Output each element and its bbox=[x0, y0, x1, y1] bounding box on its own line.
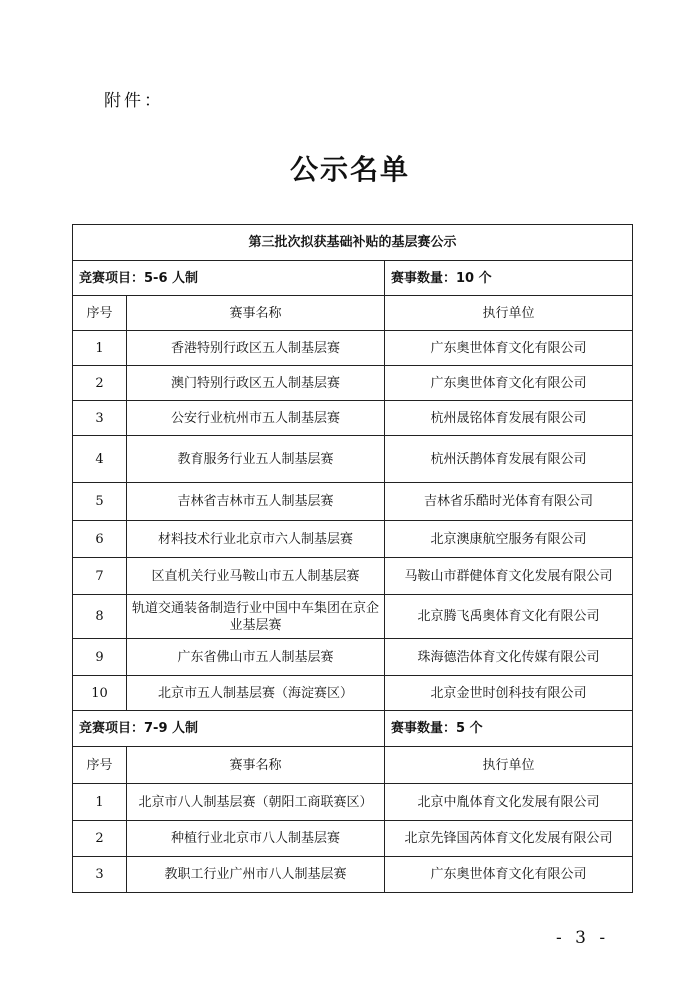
column-header-row bbox=[73, 747, 633, 784]
row-event-name: 公安行业杭州市五人制基层赛 bbox=[127, 401, 385, 436]
table-row bbox=[73, 436, 633, 483]
row-no: 9 bbox=[73, 639, 127, 676]
row-event-name: 澳门特别行政区五人制基层赛 bbox=[127, 366, 385, 401]
table-row bbox=[73, 521, 633, 558]
row-no: 1 bbox=[73, 784, 127, 821]
row-no: 5 bbox=[73, 483, 127, 521]
row-executor: 北京中胤体育文化发展有限公司 bbox=[385, 784, 633, 821]
row-event-name: 香港特别行政区五人制基层赛 bbox=[127, 331, 385, 366]
row-no: 2 bbox=[73, 821, 127, 857]
row-no: 4 bbox=[73, 436, 127, 483]
row-executor: 杭州沃鹊体育发展有限公司 bbox=[385, 436, 633, 483]
table-row bbox=[73, 639, 633, 676]
row-event-name: 教育服务行业五人制基层赛 bbox=[127, 436, 385, 483]
row-event-name: 材料技术行业北京市六人制基层赛 bbox=[127, 521, 385, 558]
header-unit: 执行单位 bbox=[385, 296, 633, 331]
attachment-label: 附件： bbox=[104, 91, 164, 111]
row-executor: 北京金世时创科技有限公司 bbox=[385, 676, 633, 711]
table-body bbox=[73, 225, 633, 893]
row-no: 10 bbox=[73, 676, 127, 711]
row-event-name: 种植行业北京市八人制基层赛 bbox=[127, 821, 385, 857]
section-count: 赛事数量：5 个 bbox=[385, 711, 633, 747]
header-unit: 执行单位 bbox=[385, 747, 633, 784]
row-no: 2 bbox=[73, 366, 127, 401]
table-caption-row bbox=[73, 225, 633, 261]
section-count: 赛事数量：10 个 bbox=[385, 261, 633, 296]
table-row bbox=[73, 595, 633, 639]
table-row bbox=[73, 676, 633, 711]
table-row bbox=[73, 401, 633, 436]
row-event-name: 教职工行业广州市八人制基层赛 bbox=[127, 857, 385, 893]
row-executor: 马鞍山市群健体育文化发展有限公司 bbox=[385, 558, 633, 595]
header-name: 赛事名称 bbox=[127, 747, 385, 784]
row-no: 1 bbox=[73, 331, 127, 366]
section-header-row bbox=[73, 711, 633, 747]
document-title: 公示名单 bbox=[289, 153, 410, 186]
row-executor: 北京腾飞禹奥体育文化有限公司 bbox=[385, 595, 633, 639]
section-header-row bbox=[73, 261, 633, 296]
row-executor: 广东奥世体育文化有限公司 bbox=[385, 366, 633, 401]
row-executor: 广东奥世体育文化有限公司 bbox=[385, 331, 633, 366]
table-row bbox=[73, 558, 633, 595]
header-no: 序号 bbox=[73, 296, 127, 331]
page-number: - 3 - bbox=[556, 928, 610, 948]
row-no: 3 bbox=[73, 401, 127, 436]
row-executor: 广东奥世体育文化有限公司 bbox=[385, 857, 633, 893]
publicity-table bbox=[72, 224, 633, 893]
row-event-name: 北京市八人制基层赛（朝阳工商联赛区） bbox=[127, 784, 385, 821]
row-event-name: 轨道交通装备制造行业中国中车集团在京企业基层赛 bbox=[127, 595, 385, 639]
row-event-name: 区直机关行业马鞍山市五人制基层赛 bbox=[127, 558, 385, 595]
row-no: 6 bbox=[73, 521, 127, 558]
table-row bbox=[73, 857, 633, 893]
table-row bbox=[73, 366, 633, 401]
header-no: 序号 bbox=[73, 747, 127, 784]
column-header-row bbox=[73, 296, 633, 331]
row-no: 8 bbox=[73, 595, 127, 639]
row-event-name: 吉林省吉林市五人制基层赛 bbox=[127, 483, 385, 521]
row-executor: 北京澳康航空服务有限公司 bbox=[385, 521, 633, 558]
row-executor: 杭州晟铭体育发展有限公司 bbox=[385, 401, 633, 436]
table-row bbox=[73, 821, 633, 857]
table-caption: 第三批次拟获基础补贴的基层赛公示 bbox=[73, 225, 633, 261]
table-row bbox=[73, 331, 633, 366]
row-no: 3 bbox=[73, 857, 127, 893]
header-name: 赛事名称 bbox=[127, 296, 385, 331]
section-project: 竞赛项目：7-9 人制 bbox=[73, 711, 385, 747]
table-row bbox=[73, 784, 633, 821]
row-executor: 珠海德浩体育文化传媒有限公司 bbox=[385, 639, 633, 676]
row-no: 7 bbox=[73, 558, 127, 595]
row-executor: 北京先锋国芮体育文化发展有限公司 bbox=[385, 821, 633, 857]
row-event-name: 北京市五人制基层赛（海淀赛区） bbox=[127, 676, 385, 711]
row-executor: 吉林省乐酷时光体育有限公司 bbox=[385, 483, 633, 521]
table-row bbox=[73, 483, 633, 521]
section-project: 竞赛项目：5-6 人制 bbox=[73, 261, 385, 296]
row-event-name: 广东省佛山市五人制基层赛 bbox=[127, 639, 385, 676]
